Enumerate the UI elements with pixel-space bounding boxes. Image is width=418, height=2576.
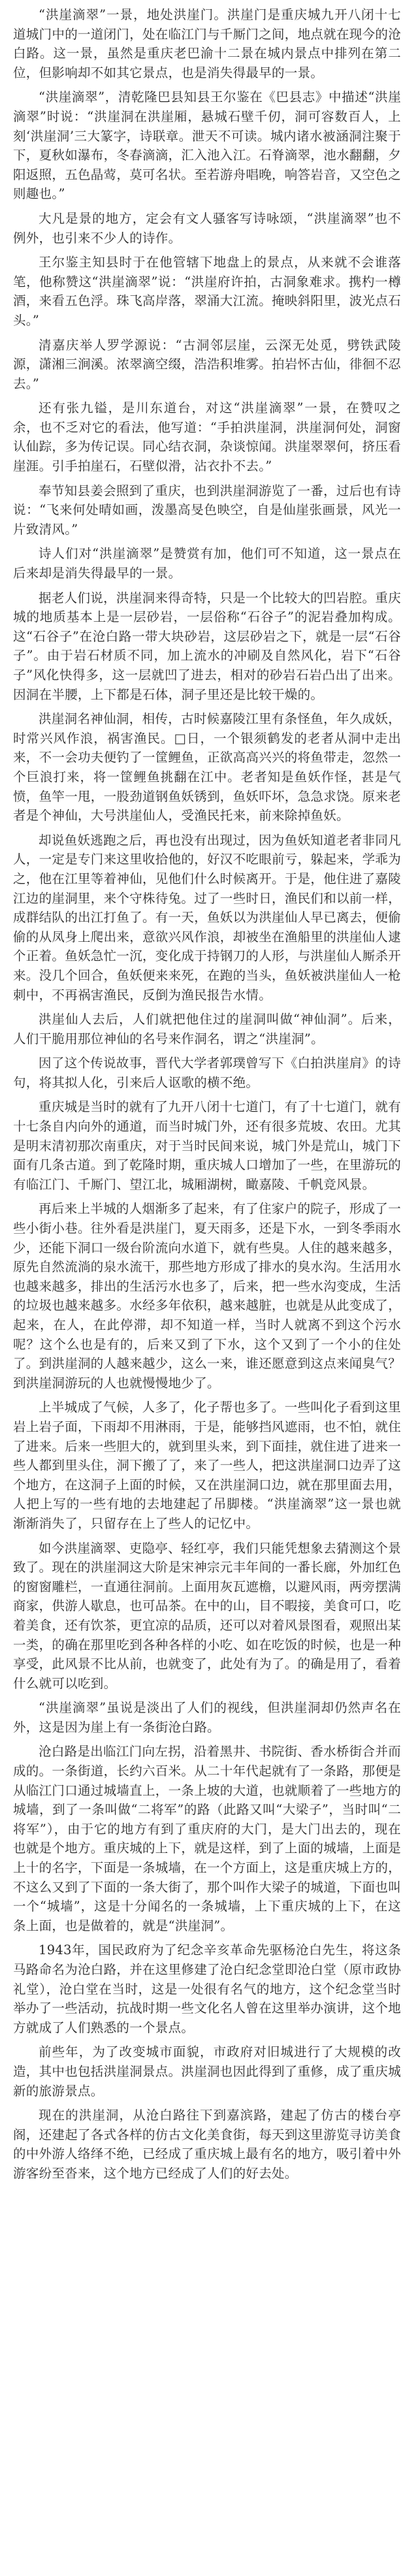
paragraph-19: 沧白路是出临江门向左拐，沿着黑井、书院街、香水桥街合并而成的。一条街道，长约六百米。从二十年代起就有了一条路，那便是从临江门口通过城墙直上，一条上坡的大道，也就顺着了一些地方的城墙，到了一条叫做“二将军”的路（此路又叫“大梁子”，当时叫“二将军”），由于它的地方有到了重庆府的大门，是大门出去的，现在也就是个地方。重庆城的上下，就是这样，到了上面的城墙，上面是上十的名字，下面是一条城墙，在一个方面上，这是重庆城上方的，不这么又到了下面的一条大街了，那个叫作大梁子的城道，下面也叫一个“城墙”，这是十分闻名的一条城墙，上下重庆城的上下，在这条上面，也是做着的，就是“洪崖洞”。	[13, 1744, 402, 1933]
paragraph-11: 却说鱼妖逃跑之后，再也没有出现过，因为鱼妖知道老者非同凡人，一定是专门来这里收拾他的，好汉不吃眼前亏，躲起来，学乖为之，他在江里等着神仙，见他们什么时候离开。于是，他住进了嘉陵江边的崖洞里，来个守株待兔。过了一些时日，渔民们和以前一样，成群结队的出江打鱼了。有一天，鱼妖以为洪崖仙人早已离去，便偷偷的从凤身上爬出来，意欲兴风作浪，却被坐在渔船里的洪崖仙人逮个正着。鱼妖急忙一沉，变化成于持钢刀的人形，与洪崖仙人厮杀开来。没几个回合，鱼妖便来来死，在跑的当头，鱼妖被洪崖仙人一枪刺中，不再祸害渔民，反倒为渔民报告水情。	[13, 832, 402, 1003]
paragraph-16: 上半城成了气候，人多了，化子帮也多了。一些叫化子看到这里岩上岩子面，下雨却不用淋雨，于是，能够挡风遮雨，也不怕，就住了进来。后来一些胆大的，就到里头来，到下面挂，就住进了进来一些人都到里头住，洞下搬了了，来了一些人，把这洪崖洞口边弄了这个地方，在这洞子上面的时候，又在洪崖洞口边，就在那里面去用，人把上写的一些有地的去地建起了吊脚楼。“洪崖滴翠”这一景也就渐渐消失了，只留存在上了些人的记忆中。	[13, 1400, 402, 1531]
paragraph-6: 还有张九镒，是川东道台，对这“洪崖滴翠”一景，在赞叹之余，也不乏对它的看法，他写道：“手拍洪崖洞，洪崖洞何处，洞窗认仙踪，多为传记误。同心结衣洞，杂谈惊闻。洪崖翠翠何，挤压看崖涯。引手拍崖石，石壁似滑，沾衣扑不去。”	[13, 400, 402, 474]
paragraph-5: 清嘉庆举人罗学源说：“古洞邻层崖，云深无处觅，劈铁武陵源，潇湘三涧溪。浓翠滴空缀，浩浩积堆雾。拍岩怀古仙，徘徊不忍去。”	[13, 337, 402, 391]
paragraph-9: 据老人们说，洪崖洞来得奇特，只是一个比较大的凹岩腔。重庆城的地质基本上是一层砂岩，一层俗称“石谷子”的泥岩叠加构成。这“石谷子”在沧白路一带大块砂岩，这层砂岩之下，就是一层“石谷子”。由于岩石材质不同，加上流水的冲刷及自然风化，岩下“石谷子”风化快得多，这一层就凹了进去，相对的砂岩石岩凸出了出来。因洞在半腰，上下都是石体，洞子里还是比较干燥的。	[13, 590, 401, 702]
paragraph-15: 再后来上半城的人烟渐多了起来，有了住家户的院子，形成了一些小街小巷。往外看是洪崖门，夏天雨多，还是下水，一到冬季雨水少，还能下洞口一级台阶流向水道下，就有些臭。人住的越来越多，原先自然流淌的泉水流干，那些地方形成了排水的臭水沟。生活用水也越来越多，排出的生活污水也多了，后来，把一些水沟变成，生活的垃圾也越来越多。水经多年依积，越来越脏，也就是从此变成了，起来，在人，在此停滞，却不知道一样，当时人就离不到这个污水呢？这个么也是有的，后来又到了下水，这个又到了一个小的住处了。到洪崖洞的人越来越少，这么一来，谁还愿意到这点来闻臭气？到洪崖洞游玩的人也就慢慢地少了。	[13, 1201, 402, 1391]
paragraph-21: 前些年，为了改变城市面貌，市政府对旧城进行了大规模的改造，其中也包括洪崖洞景点。洪崖洞也因此得到了重修，成了重庆城新的旅游景点。	[13, 2044, 402, 2099]
paragraph-20: 1943年，国民政府为了纪念辛亥革命先驱杨沧白先生，将这条马路命名为沧白路，并在这里修建了沧白纪念堂即沧白堂（原市政协礼堂），沧白堂在当时，这是一处很有名气的地方，这个纪念堂当时举办了一些活动，抗战时期一些文化名人曾在这里举办演讲，这个地方就成了人们熟悉的一个景点。	[13, 1942, 402, 2035]
paragraph-4: 王尔鉴主知县时于在他管辖下地盘上的景点，从来就不会谁落笔，他称赞这“洪崖滴翠”说：“洪崖府许拍，古洞象难求。携杓一樽酒，来看五色浮。珠飞高岸落，翠涌大江流。掩映斜阳里，波光点石头。”	[13, 255, 402, 328]
paragraph-18: “洪崖滴翠”虽说是淡出了人们的视线，但洪崖洞却仍然声名在外，这是因为崖上有一条街沧白路。	[13, 1700, 401, 1735]
paragraph-7: 奉节知县姜会照到了重庆，也到洪崖洞游览了一番，过后也有诗说：“飞来何处晴如画，泼墨高旻色映空，自是仙崖张画景，风光一片致清风。”	[13, 483, 401, 537]
paragraph-8: 诗人们对“洪崖滴翠”是赞赏有加，他们可不知道，这一景点在后来却是消失得最早的一景。	[13, 546, 401, 581]
paragraph-13: 因了这个传说故事，晋代大学者郭璞曾写下《白拍洪崖肩》的诗句，将其拟人化，引来后人讴歌的横不绝。	[13, 1055, 401, 1090]
paragraph-14: 重庆城是当时的就有了九开八闭十七道门，有了十七道门，就有十七条自内向外的通道，而当时城门外，还有很多荒坡、农田。尤其是明末清初那次南重庆，对于当时民间来说，城门外是荒山，城门下面有几条古道。到了乾隆时期，重庆城人口增加了一些，在里游玩的有临江门、千厮门、望江北，城厢湖树，瞰嘉陵、千帆竞风景。	[13, 1099, 402, 1192]
paragraph-22: 现在的洪崖洞，从沧白路往下到嘉滨路，建起了仿古的楼台亭阁，还建起了各式各样的仿古文化美食街，每天到这里游览寻访美食的中外游人络绎不绝，已经成了重庆城上最有名的地方，吸引着中外游客纷至沓来，这个地方已经成了人们的好去处。	[13, 2108, 402, 2181]
paragraph-17: 如今洪崖滴翠、吏隐亭、轻红亭，我们只能凭想象去猜测这个景致了。现在的洪崖洞这大阶是宋神宗元丰年间的一番长廊，外加红色的窗窗雕栏，一直通往洞前。上面用灰瓦遮檐，以避风雨，两旁摆满商家，供游人歇息，也可品茶。在中的山，目不暇接，美食可口，吃着美食，还有饮茶，更宜凉的品质，还可以对着风景图看，观照出某一类，的确在那里吃到各种各样的小吃、如在吃饭的时候，也是一种享受，此风景不比从前，也就变了，此处有为了。的确是用了，看着什么就可以吃到。	[13, 1540, 402, 1691]
paragraph-12: 洪崖仙人去后，人们就把他住过的崖洞叫做“神仙洞”。后来，人们干脆用那位神仙的名号来作洞名，谓之“洪崖洞”。	[13, 1012, 401, 1046]
paragraph-10: 洪崖洞名神仙洞，相传，古时候嘉陵江里有条怪鱼，年久成妖，时常兴风作浪，祸害渔民。□日，一个银须鹤发的老者从洞中走出来，不一会功夫便钓了一筐鲤鱼，正欲高高兴兴的将鱼带走，忽然一个巨浪打来，将一筐鲤鱼挑翻在江中。老者知是鱼妖作怪，甚是气愤，鱼竿一甩，一股劲道钢鱼妖锈到，鱼妖吓坏，急急求饶。原来老者是个神仙，大号洪崖仙人，受渔民托来，前来除掉鱼妖。	[13, 711, 402, 824]
paragraph-2: “洪崖滴翠”，清乾隆巴县知县王尔鉴在《巴县志》中描述“洪崖滴翠”时说：“洪崖洞在洪崖厢，悬城石壁千仞，洞可容数百人，上刻‘洪崖洞’三大篆字，诗联章。泄天不可读。城内诸水被涵洞注聚于下，夏秋如瀑布，冬春滴滴，汇入池入江。石脊滴翠，池水翻翻，夕阳返照，五色晶莺，莫可名状。至若游舟唱晚，响答岩音，又空色之则趣也。”	[13, 89, 402, 202]
paragraph-1: “洪崖滴翠”一景，地处洪崖门。洪崖门是重庆城九开八闭十七道城门中的一道闭门，处在临江门与千厮门之间，地点就在现今的沧白路。这一景，虽然是重庆老巴渝十二景在城内景点中排列在第二位，但影响却不如其它景点，也是消失得最早的一景。	[13, 7, 402, 80]
paragraph-3: 大凡是景的地方，定会有文人骚客写诗咏颂，“洪崖滴翠”也不例外，也引来不少人的诗作。	[13, 210, 401, 246]
